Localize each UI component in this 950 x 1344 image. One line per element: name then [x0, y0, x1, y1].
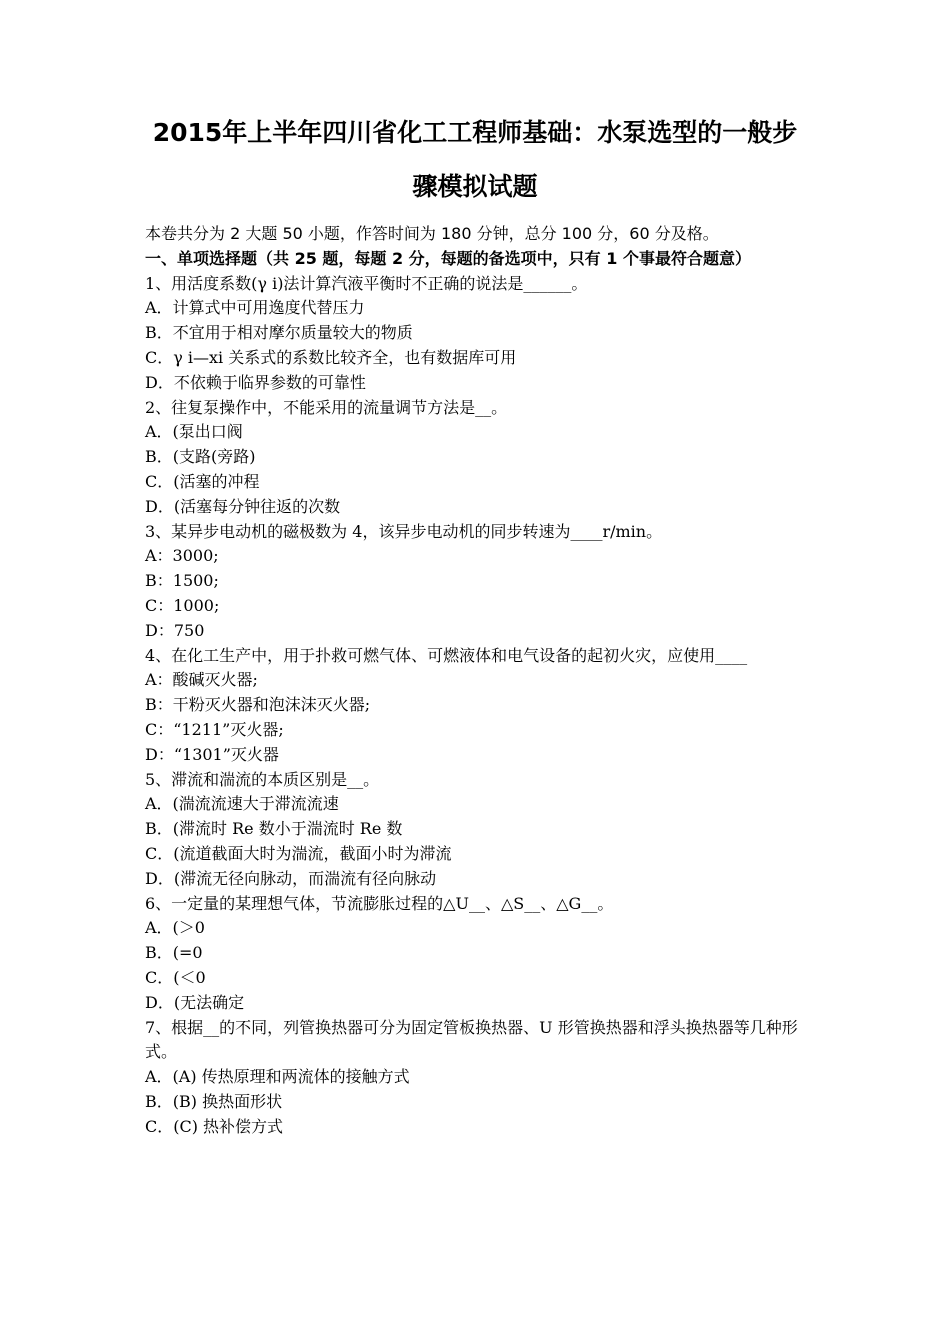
option-c: C：“1211”灭火器; — [145, 719, 284, 739]
question-6 — [145, 892, 815, 1016]
option-b: B．(B) 换热面形状 — [145, 1091, 283, 1111]
option-c: C．γ i—xi 关系式的系数比较齐全，也有数据库可用 — [145, 347, 517, 367]
option-a: A．(泵出口阀 — [145, 422, 243, 442]
option-d: D．不依赖于临界参数的可靠性 — [145, 372, 366, 392]
question-options — [145, 1065, 815, 1139]
option-c: C．(＜0 — [145, 967, 206, 987]
option-d: D：“1301”灭火器 — [145, 744, 279, 764]
option-a: A：3000; — [145, 546, 219, 566]
question-stem: 7、根据__的不同，列管换热器可分为固定管板换热器、U 形管换热器和浮头换热器等几种形式。 — [145, 1017, 798, 1062]
question-7 — [145, 1016, 815, 1140]
question-options — [145, 668, 815, 767]
document-title-line1: 2015年上半年四川省化工工程师基础：水泵选型的一般步 — [152, 118, 798, 147]
question-stem: 5、滞流和湍流的本质区别是__。 — [145, 769, 380, 789]
option-a: A．(A) 传热原理和两流体的接触方式 — [145, 1067, 410, 1087]
option-b: B：干粉灭火器和泡沫沫灭火器; — [145, 695, 371, 715]
option-c: C．(流道截面大时为湍流，截面小时为滞流 — [145, 843, 452, 863]
option-d: D．(活塞每分钟往返的次数 — [145, 496, 341, 516]
question-2 — [145, 396, 815, 520]
question-stem: 6、一定量的某理想气体，节流膨胀过程的△U__、△S__、△G__。 — [145, 893, 614, 913]
question-options — [145, 296, 815, 395]
document-body — [145, 222, 815, 1139]
option-d: D．(无法确定 — [145, 992, 245, 1012]
question-stem: 3、某异步电动机的磁极数为 4，该异步电动机的同步转速为____r/min。 — [145, 521, 663, 541]
option-b: B：1500; — [145, 571, 219, 591]
option-c: C．(C) 热补偿方式 — [145, 1116, 284, 1136]
option-b: B．(支路(旁路) — [145, 447, 256, 467]
option-b: B．不宜用于相对摩尔质量较大的物质 — [145, 323, 413, 343]
option-c: C：1000; — [145, 595, 220, 615]
option-a: A．(湍流流速大于滞流流速 — [145, 794, 339, 814]
document-title-line2: 骤模拟试题 — [412, 172, 538, 201]
question-5 — [145, 768, 815, 892]
option-a: A．计算式中可用逸度代替压力 — [145, 298, 365, 318]
question-3 — [145, 520, 815, 644]
question-stem: 4、在化工生产中，用于扑救可燃气体、可燃液体和电气设备的起初火灾，应使用____ — [145, 645, 748, 665]
question-4 — [145, 644, 815, 768]
option-b: B．(=0 — [145, 943, 203, 963]
option-c: C．(活塞的冲程 — [145, 471, 260, 491]
question-options — [145, 544, 815, 643]
option-d: D．(滞流无径向脉动，而湍流有径向脉动 — [145, 868, 437, 888]
option-b: B．(滞流时 Re 数小于湍流时 Re 数 — [145, 819, 403, 839]
question-stem: 2、往复泵操作中，不能采用的流量调节方法是__。 — [145, 397, 508, 417]
section-heading-single-choice: 一、单项选择题（共 25 题，每题 2 分，每题的备选项中，只有 1 个事最符合题意） — [145, 248, 751, 268]
option-a: A：酸碱灭火器; — [145, 670, 258, 690]
option-a: A．(＞0 — [145, 918, 205, 938]
question-options — [145, 420, 815, 519]
question-1 — [145, 272, 815, 396]
question-stem: 1、用活度系数(γ i)法计算汽液平衡时不正确的说法是______。 — [145, 273, 588, 293]
question-options — [145, 792, 815, 891]
option-d: D：750 — [145, 620, 205, 640]
exam-intro: 本卷共分为 2 大题 50 小题，作答时间为 180 分钟，总分 100 分，60 分及格。 — [145, 224, 719, 243]
question-options — [145, 916, 815, 1015]
